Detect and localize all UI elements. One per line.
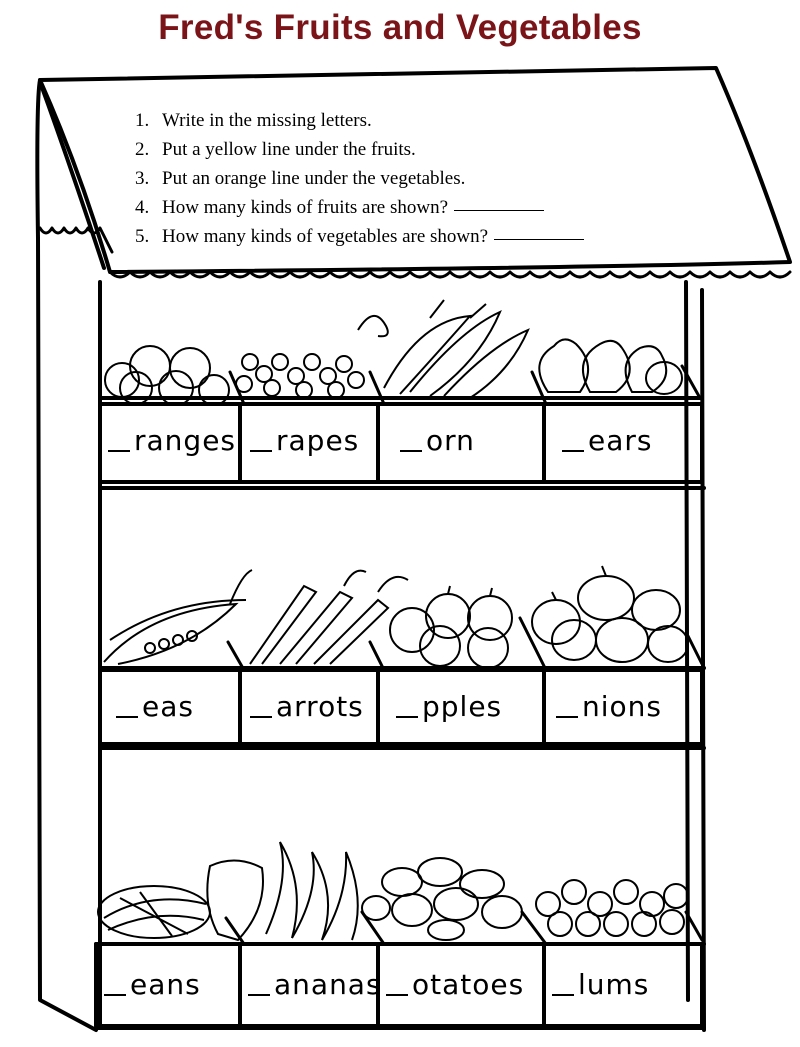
label-corn[interactable]: orn [400,424,475,457]
missing-letter-blank[interactable] [108,450,130,452]
label-plums[interactable]: lums [552,968,649,1001]
instruction-item [135,106,584,135]
missing-letter-blank[interactable] [250,716,272,718]
potatoes-illustration [362,858,522,940]
onions-illustration [532,566,688,662]
missing-letter-blank[interactable] [556,716,578,718]
label-pears[interactable]: ears [562,424,652,457]
instruction-number: 3. [135,168,150,189]
fruit-count-answer-blank[interactable] [454,210,544,211]
instruction-number: 4. [135,197,150,218]
label-oranges[interactable]: ranges [108,424,236,457]
instruction-text: Put a yellow line under the fruits. [162,139,416,160]
label-potatoes[interactable]: otatoes [386,968,524,1001]
instructions-list [135,106,584,251]
plums-illustration [536,880,688,936]
missing-letter-blank[interactable] [400,450,422,452]
vegetable-count-answer-blank[interactable] [494,239,584,240]
grapes-illustration [236,316,388,398]
instruction-number: 5. [135,226,150,247]
instruction-item [135,193,584,222]
missing-letter-blank[interactable] [552,994,574,996]
instruction-text: Put an orange line under the vegetables. [162,168,466,189]
label-onions[interactable]: nions [556,690,662,723]
missing-letter-blank[interactable] [562,450,584,452]
missing-letter-blank[interactable] [396,716,418,718]
label-carrots[interactable]: arrots [250,690,364,723]
stand-side-panel [38,238,96,1030]
missing-letter-blank[interactable] [104,994,126,996]
corn-illustration [384,300,528,398]
peas-illustration [104,570,252,664]
instruction-text: Write in the missing letters. [162,110,372,131]
missing-letter-blank[interactable] [116,716,138,718]
label-peas[interactable]: eas [116,690,194,723]
pears-illustration [539,339,682,394]
instruction-text: How many kinds of vegetables are shown? [162,226,489,247]
instruction-text: How many kinds of fruits are shown? [162,197,449,218]
missing-letter-blank[interactable] [250,450,272,452]
instruction-number: 1. [135,110,150,131]
instruction-item [135,164,584,193]
beans-illustration [98,886,210,938]
instruction-number: 2. [135,139,150,160]
missing-letter-blank[interactable] [248,994,270,996]
instruction-item [135,222,584,251]
label-grapes[interactable]: rapes [250,424,359,457]
label-bananas[interactable]: ananas [248,968,382,1001]
missing-letter-blank[interactable] [386,994,408,996]
carrots-illustration [250,571,408,664]
page-title: Fred's Fruits and Vegetables [158,8,642,47]
label-beans[interactable]: eans [104,968,201,1001]
instruction-item [135,135,584,164]
label-apples[interactable]: pples [396,690,502,723]
apples-illustration [390,586,512,668]
